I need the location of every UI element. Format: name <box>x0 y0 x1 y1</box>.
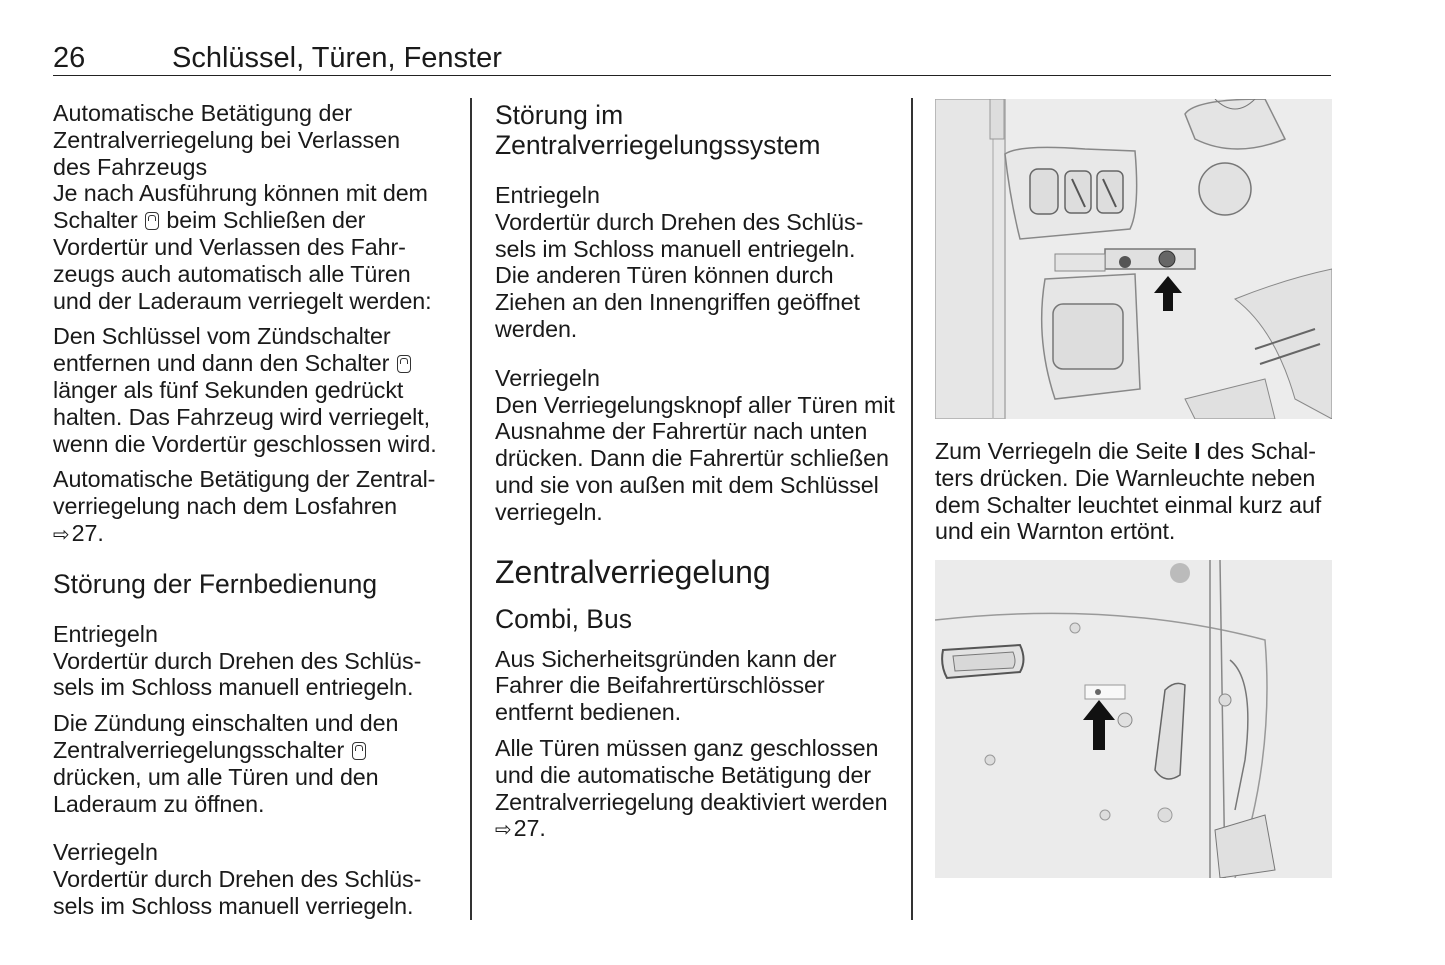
page-header <box>53 40 1331 76</box>
paragraph: Automatische Betätigung der Zentral-verriegelung nach dem Losfahren ⇨27. <box>53 466 453 548</box>
column-left <box>53 100 453 920</box>
door-panel-illustration <box>935 560 1332 878</box>
section-heading-system-fault: Störung im Zentralverriegelungssystem <box>495 100 821 160</box>
paragraph: Den Verriegelungsknopf aller Türen mit Ausnahme der Fahrertür nach unten drücken. Dann die Fahrertür schließen und sie von außen mit dem Schlüssel verriegeln. <box>495 391 895 525</box>
paragraph: Den Schlüssel vom Zündschalter entfernen und dann den Schalter länger als fünf Sekunden gedrückt halten. Das Fahrzeug wird verriegelt, wenn die Vordertür geschlossen wird. <box>53 323 437 457</box>
paragraph: Je nach Ausführung können mit dem Schalter beim Schließen der Vordertür und Verlassen des Fahr-zeugs auch automatisch alle Türen und der Laderaum verriegelt werden: <box>53 180 432 314</box>
paragraph: Vordertür durch Drehen des Schlüs-sels im Schloss manuell entriegeln. Die anderen Türen können durch Ziehen an den Innengriffen geöffnet werden. <box>495 208 864 342</box>
lock-icon <box>397 355 411 373</box>
dashboard-switch-illustration <box>935 99 1332 419</box>
column-middle <box>495 100 895 844</box>
page-reference-icon: ⇨ <box>53 523 70 546</box>
subheading-lock: Verriegeln <box>495 364 600 391</box>
section-heading-remote-fault: Störung der Fernbedienung <box>53 568 378 599</box>
column-divider <box>470 98 472 920</box>
section-title-central-locking: Zentralverriegelung <box>495 553 771 590</box>
page-reference-icon: ⇨ <box>495 819 512 842</box>
lock-icon <box>352 742 366 760</box>
page-reference-link[interactable]: 27. <box>71 519 104 546</box>
subheading-unlock: Entriegeln <box>495 182 600 208</box>
paragraph: Alle Türen müssen ganz geschlossen und die automatische Betätigung der Zentralverriegelung deaktiviert werden ⇨27. <box>495 735 895 844</box>
subheading-unlock: Entriegeln <box>53 620 158 647</box>
lock-icon <box>145 212 159 230</box>
chapter-title: Schlüssel, Türen, Fenster <box>172 42 502 74</box>
page-reference-link[interactable]: 27. <box>513 815 546 842</box>
door-drawing <box>935 560 1332 878</box>
switch-symbol: I <box>1194 438 1201 464</box>
subsection-combi-bus: Combi, Bus <box>495 603 632 634</box>
paragraph: Die Zündung einschalten und den Zentralverriegelungsschalter drücken, um alle Türen und den Laderaum zu öffnen. <box>53 710 399 817</box>
column-divider <box>911 98 913 920</box>
section-heading-auto-lock: Automatische Betätigung der Zentralverriegelung bei Verlassen des Fahrzeugs <box>53 100 401 180</box>
paragraph: Vordertür durch Drehen des Schlüs-sels im Schloss manuell entriegeln. <box>53 647 422 701</box>
dashboard-drawing <box>935 99 1332 419</box>
caption: Zum Verriegeln die Seite I des Schal-ters drücken. Die Warnleuchte neben dem Schalter leuchtet einmal kurz auf und ein Warnton ertönt. <box>935 438 1322 545</box>
page-number: 26 <box>53 42 86 74</box>
paragraph: Aus Sicherheitsgründen kann der Fahrer die Beifahrertürschlösser entfernt bedienen. <box>495 645 837 726</box>
paragraph: Vordertür durch Drehen des Schlüs-sels im Schloss manuell verriegeln. <box>53 866 422 919</box>
subheading-lock: Verriegeln <box>53 839 158 866</box>
